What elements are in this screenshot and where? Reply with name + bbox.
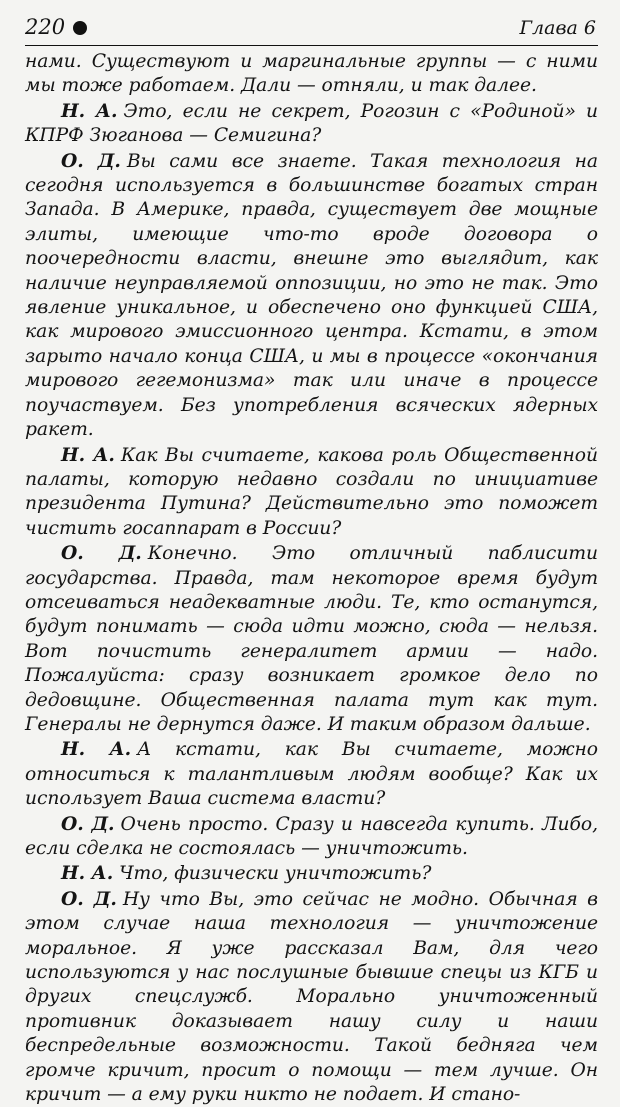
paragraph-text: Что, физически уничтожить? — [119, 863, 432, 885]
page-number-group — [25, 10, 87, 44]
paragraph — [25, 443, 598, 542]
chapter-title: Глава 6 — [519, 17, 596, 39]
speaker-label: О. Д. — [61, 812, 115, 835]
paragraph — [25, 887, 598, 1107]
paragraph-text: нами. Существуют и маргинальные группы — с ними мы тоже работаем. Дали — отняли, и так далее. — [25, 51, 598, 97]
speaker-label: О. Д. — [61, 542, 142, 565]
page-number: 220 — [25, 15, 66, 39]
paragraph — [25, 99, 598, 149]
paragraph-text: Ну что Вы, это сейчас не модно. Обычная в этом случае наша технология — уничтожение моральное. Я уже рассказал Вам, для чего используются у нас послушные бывшие спецы из КГБ и других спецслужб. Морально уничтоженный противник доказывает нашу силу и наши беспредельные возможности. Такой бедняга чем громче кричит, просит о помощи — тем лучше. Он кричит — а ему руки никто не подает. И стано- — [25, 888, 598, 1106]
paragraph-text: Конечно. Это отличный паблисити государства. Правда, там некоторое время будут отсеиваться неадекватные люди. Те, кто останутся, будут понимать — сюда идти можно, сюда — нельзя. Вот почистить генералитет армии — надо. Пожалуйста: сразу возникает громкое дело по дедовщине. Общественная палата тут как тут. Генералы не дернутся даже. И таким образом дальше. — [25, 543, 598, 735]
paragraph-text: Это, если не секрет, Рогозин с «Родиной» и КПРФ Зюганова — Семигина? — [25, 100, 598, 147]
paragraph-text: Как Вы считаете, какова роль Общественной палаты, которую недавно создали по инициативе президента Путина? Действительно это поможет чистить госаппарат в России? — [25, 444, 598, 539]
speaker-label: Н. А. — [61, 738, 132, 761]
paragraph — [25, 737, 598, 811]
paragraph — [25, 812, 598, 862]
paragraph — [25, 149, 598, 443]
speaker-label: Н. А. — [61, 443, 115, 466]
speaker-label: О. Д. — [61, 887, 117, 910]
header-rule — [25, 45, 598, 46]
paragraph — [25, 50, 598, 99]
speaker-label: О. Д. — [61, 149, 121, 172]
paragraph-text: Вы сами все знаете. Такая технология на сегодня используется в большинстве богатых стран Запада. В Америке, правда, существует две мощные элиты, имеющие что-то вроде договора о поочередности власти, внешне это выглядит, как наличие неуправляемой оппозиции, но это не так. Это явление уникальное, и обеспечено оно функцией США, как мирового эмиссионного центра. Кстати, в этом зарыто начало конца США, и мы в процессе «окончания мирового гегемонизма» так или иначе в процессе поучаствуем. Без употребления всяческих ядерных ракет. — [25, 150, 598, 441]
bullet-icon — [73, 21, 87, 35]
paragraph-text: А кстати, как Вы считаете, можно относиться к талантливым людям вообще? Как их использует Ваша система власти? — [25, 739, 598, 810]
running-head — [25, 10, 598, 44]
paragraph — [25, 861, 598, 886]
body-text — [25, 50, 598, 1107]
speaker-label: Н. А. — [61, 862, 114, 885]
paragraph-text: Очень просто. Сразу и навсегда купить. Либо, если сделка не состоялась — уничтожить. — [25, 813, 598, 859]
paragraph — [25, 541, 598, 737]
speaker-label: Н. А. — [61, 99, 118, 122]
